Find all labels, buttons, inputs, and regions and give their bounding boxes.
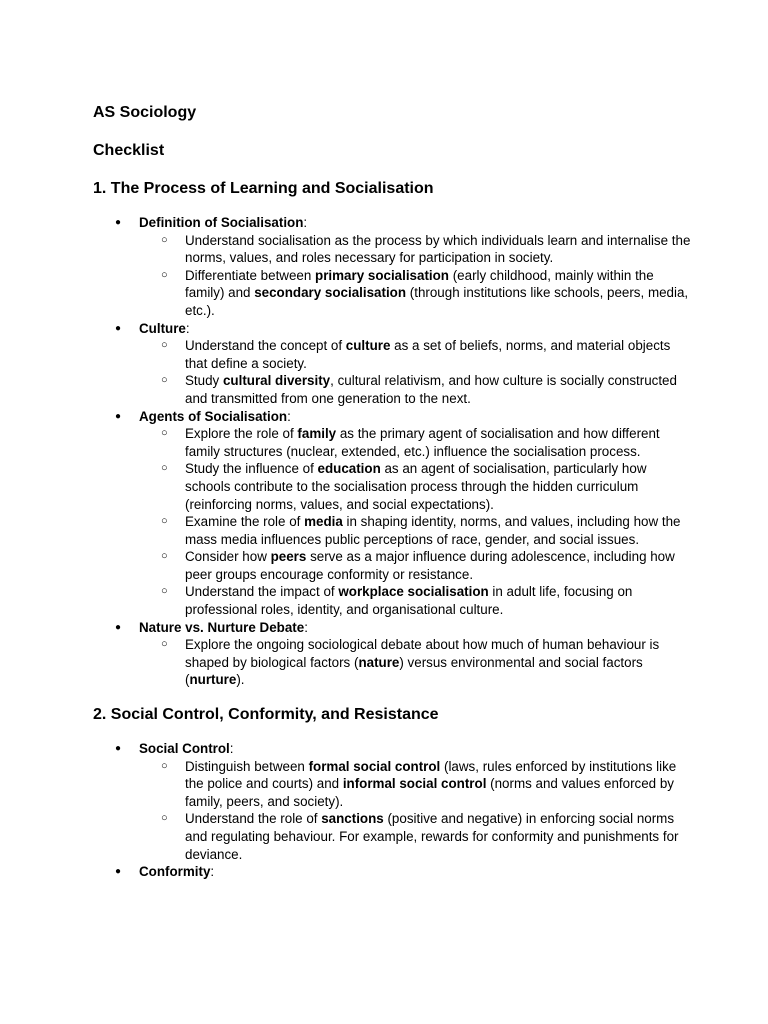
hollow-bullet-icon: ○ — [161, 759, 168, 772]
text-run: , cultural relativism, and how culture is socially constructed and transmitted from one generation to the next. — [185, 373, 677, 406]
text-run: Examine the role of — [185, 514, 305, 530]
bold-term: secondary socialisation — [254, 285, 407, 301]
topic-item — [93, 863, 693, 881]
filled-bullet-icon: ● — [115, 217, 122, 228]
topic-title-line — [139, 214, 693, 232]
text-run: ). — [236, 672, 245, 688]
topic-title: Culture — [139, 320, 186, 336]
bold-term: sanctions — [321, 811, 384, 827]
topic-item — [93, 740, 693, 863]
document-subtitle: Checklist — [93, 142, 165, 159]
sub-item — [139, 636, 693, 689]
sub-item-list — [139, 337, 693, 407]
text-run: Explore the role of — [185, 426, 298, 442]
filled-bullet-icon: ● — [115, 322, 122, 334]
hollow-bullet-icon: ○ — [161, 585, 168, 598]
topic-item — [93, 214, 693, 320]
sub-item — [139, 232, 693, 267]
sub-item — [139, 583, 693, 618]
topic-title-line — [139, 320, 693, 338]
filled-bullet-icon: ● — [115, 743, 122, 755]
topic-title: Nature vs. Nurture Debate — [139, 619, 305, 635]
text-run: (norms and values enforced by family, peers, and society). — [185, 776, 674, 809]
text-run: in adult life, focusing on professional roles, identity, and organisational culture. — [185, 584, 633, 618]
hollow-bullet-icon: ○ — [161, 638, 168, 651]
text-run: Distinguish between — [185, 758, 309, 774]
sub-item-list — [139, 636, 693, 689]
text-run: Understand the role of — [185, 811, 322, 827]
text-run: Consider how — [185, 549, 271, 565]
bold-term: culture — [345, 338, 391, 354]
sub-item — [139, 513, 693, 548]
document-title: AS Sociology — [93, 104, 197, 121]
topic-title-colon: : — [287, 408, 291, 424]
topic-title-line — [139, 408, 693, 426]
topic-title-colon: : — [304, 619, 308, 635]
text-run: Differentiate between — [185, 267, 316, 283]
bold-term: family — [297, 426, 337, 442]
topic-title-colon: : — [229, 741, 234, 757]
section-heading: 1. The Process of Learning and Socialisation — [93, 180, 434, 197]
topic-title-colon: : — [210, 864, 215, 880]
topic-item — [93, 619, 693, 689]
sub-item — [139, 810, 693, 863]
text-run: as an agent of socialisation, particularly how schools contribute to the socialisation process through the hidden curriculum (reinforcing norms, values, and social expectations). — [185, 461, 647, 512]
bold-term: peers — [270, 549, 307, 565]
bold-term: media — [304, 514, 343, 530]
topic-title: Conformity — [139, 864, 211, 880]
sub-item — [139, 548, 693, 583]
hollow-bullet-icon: ○ — [161, 427, 168, 440]
topic-title-line — [139, 863, 693, 881]
topic-list — [93, 740, 693, 881]
text-run: Study — [185, 373, 223, 389]
bold-term: education — [317, 461, 381, 477]
bold-term: informal social control — [342, 776, 487, 792]
bold-term: nature — [358, 654, 400, 670]
topic-title: Definition of Socialisation — [139, 215, 304, 230]
hollow-bullet-icon: ○ — [161, 462, 168, 475]
document-page — [93, 103, 693, 881]
hollow-bullet-icon: ○ — [161, 812, 168, 825]
hollow-bullet-icon: ○ — [161, 515, 168, 528]
text-run: Understand the impact of — [185, 584, 339, 600]
topic-item — [93, 320, 693, 408]
text-run: as a set of beliefs, norms, and material objects that define a society. — [185, 338, 671, 371]
sub-item — [139, 460, 693, 513]
sub-item — [139, 425, 693, 460]
text-run: Explore the ongoing sociological debate about how much of human behaviour is shaped by biological factors ( — [185, 637, 660, 670]
sub-item — [139, 267, 693, 320]
sub-item-list — [139, 425, 693, 619]
hollow-bullet-icon: ○ — [161, 268, 168, 281]
sub-item — [139, 337, 693, 372]
bold-term: formal social control — [308, 758, 441, 774]
text-run: Understand socialisation as the process by which individuals learn and internalise the norms, values, and roles necessary for participation in society. — [185, 232, 691, 266]
text-run: (positive and negative) in enforcing social norms and regulating behaviour. For example, rewards for conformity and punishments for deviance. — [185, 811, 679, 862]
bold-term: cultural diversity — [222, 373, 331, 389]
topic-title: Agents of Socialisation — [139, 408, 288, 424]
topic-title: Social Control — [139, 741, 230, 757]
sub-item-list — [139, 232, 693, 320]
bold-term: primary socialisation — [315, 267, 449, 283]
hollow-bullet-icon: ○ — [161, 550, 168, 563]
text-run: Study the influence of — [185, 461, 318, 477]
text-run: ) versus environmental and social factors ( — [185, 654, 643, 688]
topic-list — [93, 214, 693, 689]
topic-title-colon: : — [185, 320, 190, 336]
hollow-bullet-icon: ○ — [161, 233, 168, 246]
text-run: (early childhood, mainly within the family) and — [185, 267, 654, 301]
text-run: (laws, rules enforced by institutions like the police and courts) and — [185, 758, 677, 792]
topic-title-line — [139, 740, 693, 758]
sub-item-list — [139, 758, 693, 864]
sub-item — [139, 758, 693, 811]
bold-term: workplace socialisation — [338, 584, 489, 600]
text-run: in shaping identity, norms, and values, including how the mass media influences public perceptions of race, gender, and social issues. — [185, 514, 681, 547]
hollow-bullet-icon: ○ — [161, 339, 168, 352]
topic-item — [93, 408, 693, 619]
bold-term: nurture — [189, 672, 237, 688]
text-run: as the primary agent of socialisation and how different family structures (nuclear, extended, etc.) influence the socialisation process. — [185, 426, 660, 459]
filled-bullet-icon: ● — [115, 866, 122, 878]
filled-bullet-icon: ● — [115, 410, 122, 422]
text-run: Understand the concept of — [185, 338, 346, 354]
sections-container — [93, 179, 693, 881]
text-run: (through institutions like schools, peers, media, etc.). — [185, 285, 689, 318]
filled-bullet-icon: ● — [115, 621, 122, 633]
section-heading: 2. Social Control, Conformity, and Resistance — [93, 706, 439, 724]
hollow-bullet-icon: ○ — [161, 374, 168, 387]
text-run: serve as a major influence during adolescence, including how peer groups encourage conformity or resistance. — [185, 549, 675, 582]
topic-title-line — [139, 619, 693, 637]
sub-item — [139, 372, 693, 407]
topic-title-colon: : — [303, 215, 308, 230]
